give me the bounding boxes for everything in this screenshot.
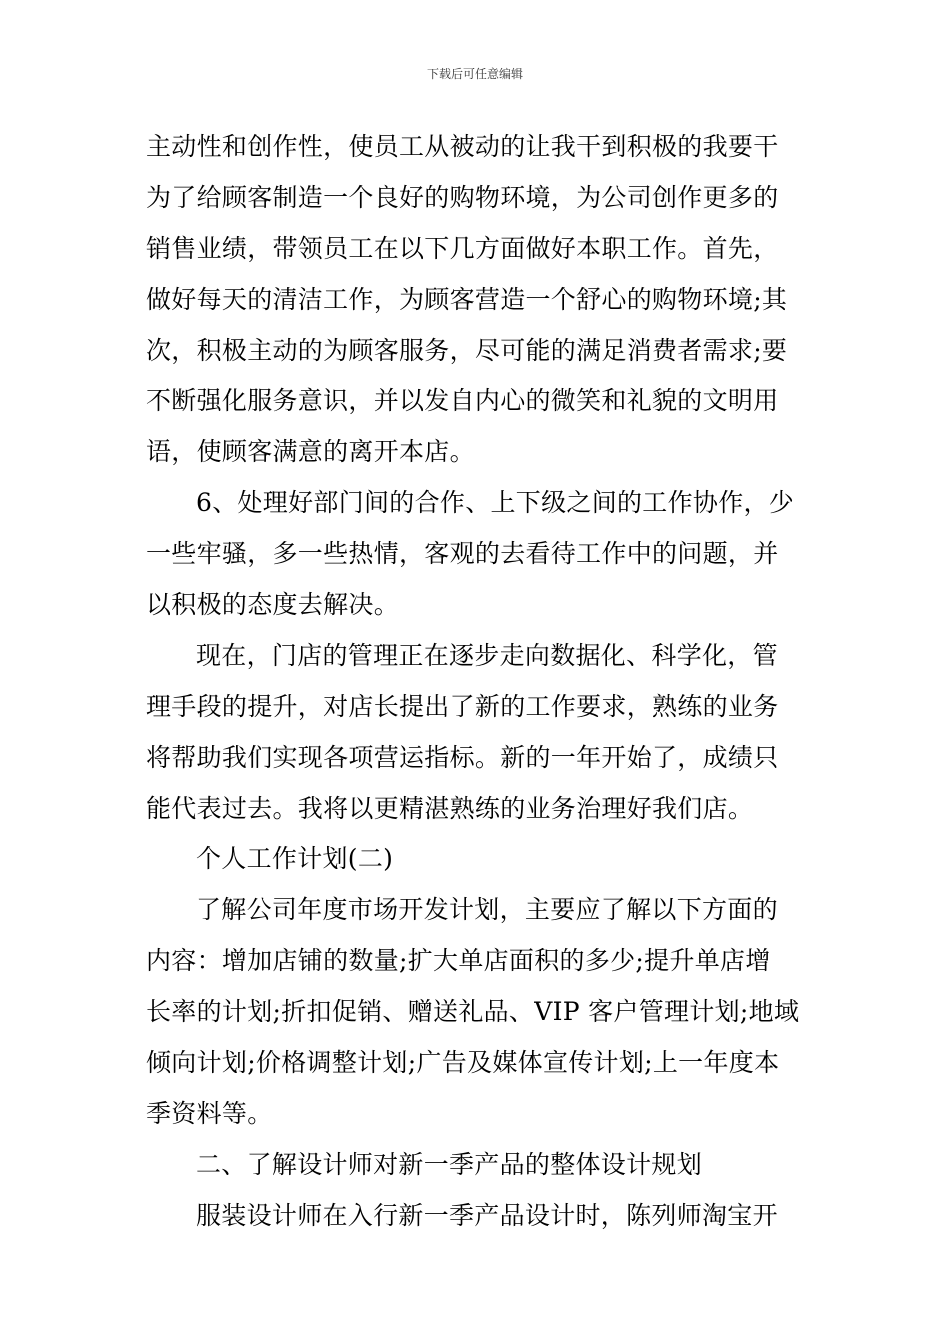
paragraph-start-line: 现在，门店的管理正在逐步走向数据化、科学化，管 [196, 640, 778, 670]
text-line: 将帮助我们实现各项营运指标。新的一年开始了，成绩只 [146, 742, 779, 772]
text-line: 一些牢骚，多一些热情，客观的去看待工作中的问题，并 [146, 539, 779, 569]
page-header: 下载后可任意编辑 [426, 67, 523, 81]
text-line: 能代表过去。我将以更精湛熟练的业务治理好我们店。 [146, 793, 754, 823]
text-line: 做好每天的清洁工作，为顾客营造一个舒心的购物环境;其 [146, 284, 788, 314]
text-line: 以积极的态度去解决。 [146, 590, 400, 620]
text-line: 为了给顾客制造一个良好的购物环境，为公司创作更多的 [146, 182, 779, 212]
text-line: 语，使顾客满意的离开本店。 [146, 437, 475, 467]
text-line: 次，积极主动的为顾客服务，尽可能的满足消费者需求;要 [146, 335, 788, 365]
text-line: 销售业绩，带领员工在以下几方面做好本职工作。首先， [146, 233, 779, 263]
text-line: 不断强化服务意识，并以发自内心的微笑和礼貌的文明用 [146, 386, 779, 416]
text-line: 理手段的提升，对店长提出了新的工作要求，熟练的业务 [146, 691, 779, 721]
text-line: 内容：增加店铺的数量;扩大单店面积的多少;提升单店增 [146, 946, 771, 976]
document-body [146, 122, 808, 1242]
text-line: 季资料等。 [146, 1098, 273, 1128]
paragraph-start-line: 服装设计师在入行新一季产品设计时，陈列师淘宝开 [196, 1200, 778, 1230]
text-line: 主动性和创作性，使员工从被动的让我干到积极的我要干 [146, 132, 779, 161]
text-line: 倾向计划;价格调整计划;广告及媒体宣传计划;上一年度本 [146, 1048, 780, 1078]
text-line: 长率的计划;折扣促销、赠送礼品、VIP 客户管理计划;地域 [146, 997, 800, 1027]
section-heading: 个人工作计划(二) [196, 844, 394, 874]
paragraph-start-line: 了解公司年度市场开发计划，主要应了解以下方面的 [196, 895, 778, 925]
section-heading: 二、了解设计师对新一季产品的整体设计规划 [196, 1149, 703, 1179]
paragraph-start-line: 6、处理好部门间的合作、上下级之间的工作协作，少 [196, 488, 795, 518]
